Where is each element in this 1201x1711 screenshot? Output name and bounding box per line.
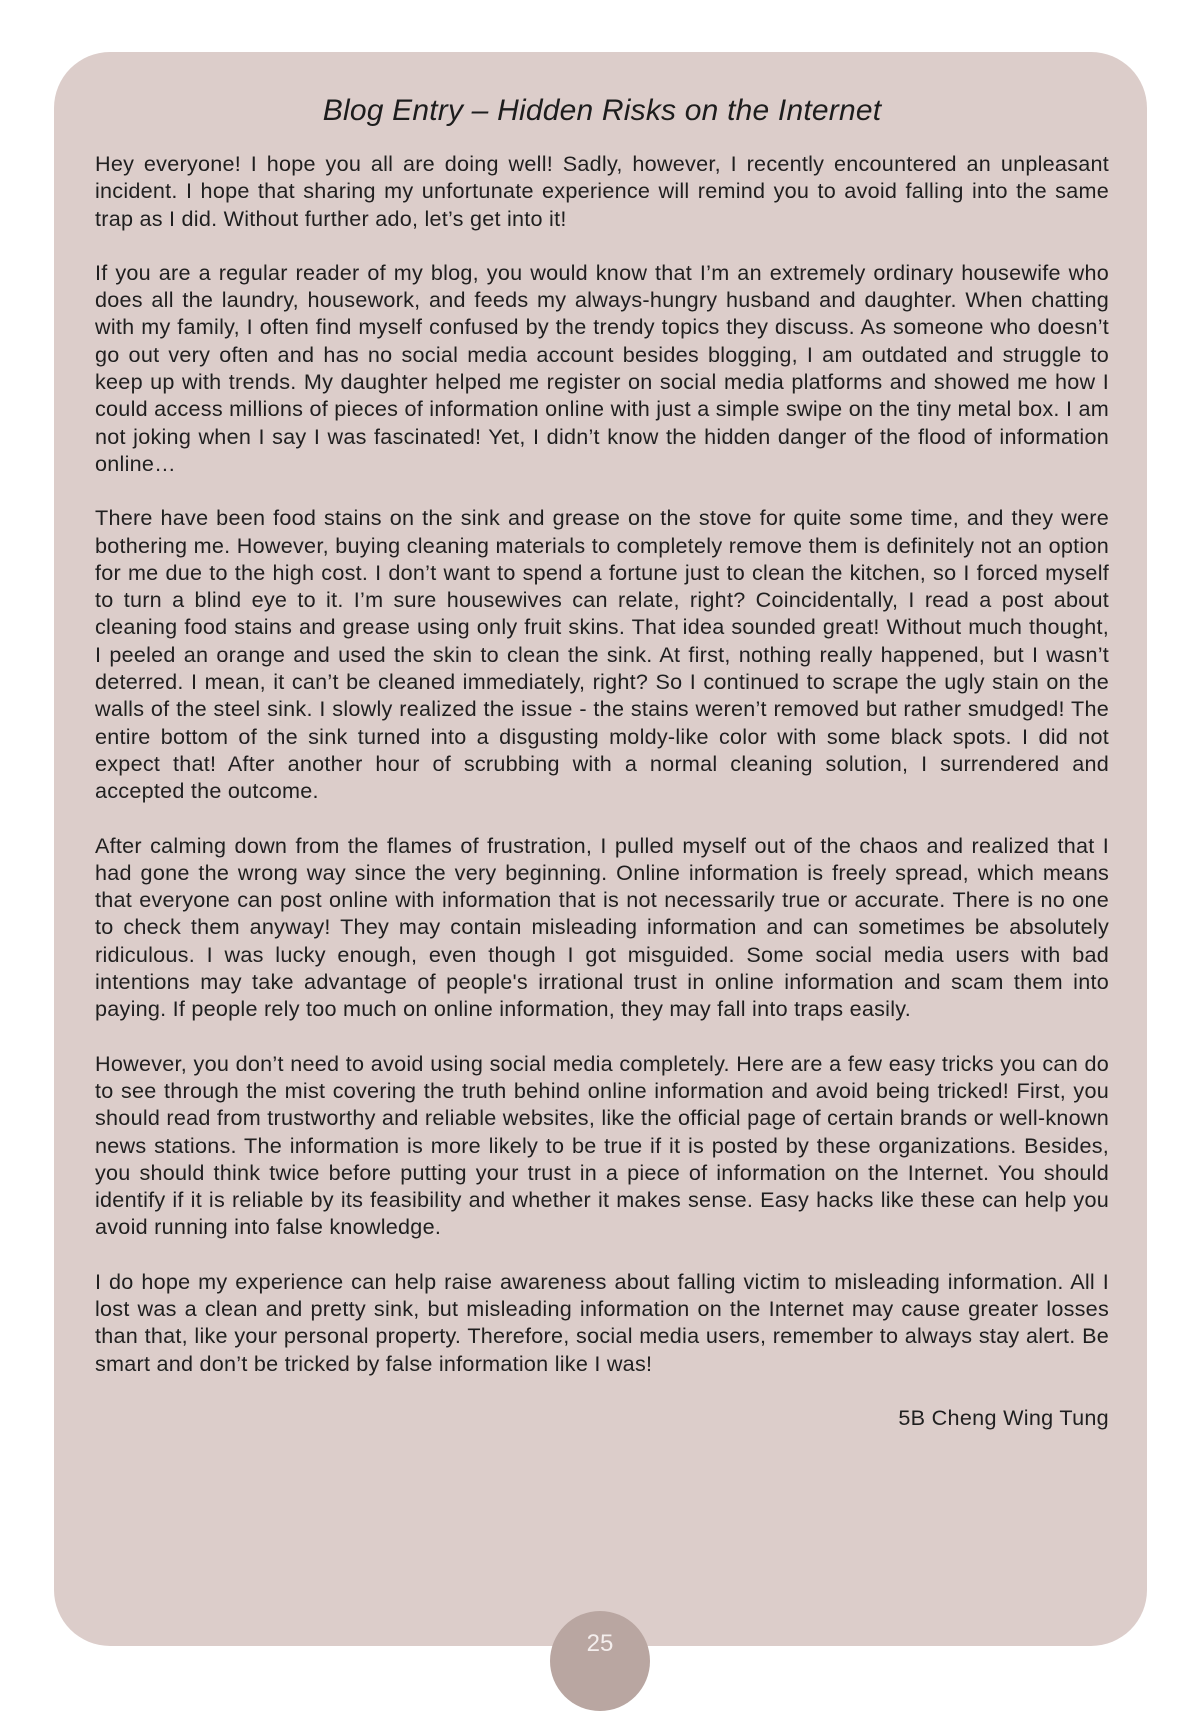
article-paragraph-5: However, you don’t need to avoid using social media completely. Here are a few easy tricks you can do to see through the mist covering the truth behind online information and avoid being tricked! First, you should read from trustworthy and reliable websites, like the official page of certain brands or well-known news stations. The information is more likely to be true if it is posted by these organizations. Besides, you should think twice before putting your trust in a piece of information on the Internet. You should identify if it is reliable by its feasibility and whether it makes sense. Easy hacks like these can help you avoid running into false knowledge. [95, 1050, 1109, 1240]
article-paragraph-3: There have been food stains on the sink and grease on the stove for quite some time, and they were bothering me. However, buying cleaning materials to completely remove them is definitely not an option for me due to the high cost. I don’t want to spend a fortune just to clean the kitchen, so I forced myself to turn a blind eye to it. I’m sure housewives can relate, right? Coincidentally, I read a post about cleaning food stains and grease using only fruit skins. That idea sounded great! Without much thought, I peeled an orange and used the skin to clean the sink. At first, nothing really happened, but I wasn’t deterred. I mean, it can’t be cleaned immediately, right? So I continued to scrape the ugly stain on the walls of the steel sink. I slowly realized the issue - the stains weren’t removed but rather smudged! The entire bottom of the sink turned into a disgusting moldy-like color with some black spots. I did not expect that! After another hour of scrubbing with a normal cleaning solution, I surrendered and accepted the outcome. [95, 505, 1109, 804]
article-title: Blog Entry – Hidden Risks on the Internet [322, 94, 882, 127]
article-paragraph-2: If you are a regular reader of my blog, you would know that I’m an extremely ordinary housewife who does all the laundry, housework, and feeds my always-hungry husband and daughter. When chatting with my family, I often find myself confused by the trendy topics they discuss. As someone who doesn’t go out very often and has no social media account besides blogging, I am outdated and struggle to keep up with trends. My daughter helped me register on social media platforms and showed me how I could access millions of pieces of information online with just a simple swipe on the tiny metal box. I am not joking when I say I was fascinated! Yet, I didn’t know the hidden danger of the flood of information online… [95, 259, 1109, 476]
page-number-badge: 25 [550, 1611, 650, 1711]
article-paragraph-1: Hey everyone! I hope you all are doing well! Sadly, however, I recently encountered an unpleasant incident. I hope that sharing my unfortunate experience will remind you to avoid falling into the same trap as I did. Without further ado, let’s get into it! [95, 151, 1109, 231]
article-paragraph-6: I do hope my experience can help raise awareness about falling victim to misleading information. All I lost was a clean and pretty sink, but misleading information on the Internet may cause greater losses than that, like your personal property. Therefore, social media users, remember to always stay alert. Be smart and don’t be tricked by false information like I was! [95, 1268, 1109, 1376]
article-paragraph-4: After calming down from the flames of frustration, I pulled myself out of the chaos and realized that I had gone the wrong way since the very beginning. Online information is freely spread, which means that everyone can post online with information that is not necessarily true or accurate. There is no one to check them anyway! They may contain misleading information and can sometimes be absolutely ridiculous. I was lucky enough, even though I got misguided. Some social media users with bad intentions may take advantage of people's irrational trust in online information and scam them into paying. If people rely too much on online information, they may fall into traps easily. [95, 832, 1109, 1022]
article-author: 5B Cheng Wing Tung [898, 1404, 1109, 1430]
article-card [54, 52, 1147, 1646]
